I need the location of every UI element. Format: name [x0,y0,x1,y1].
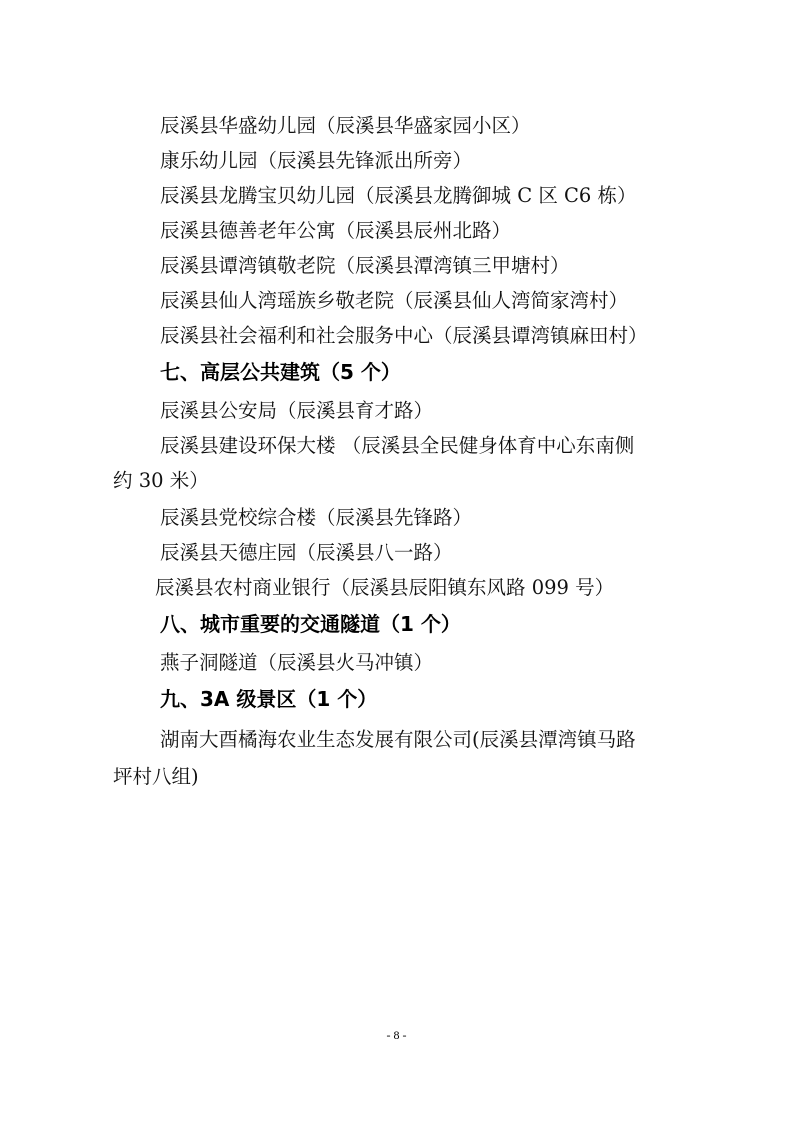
section-heading: 七、高层公共建筑（5 个） [160,360,401,384]
list-item: 康乐幼儿园（辰溪县先锋派出所旁） [160,149,473,172]
list-item: 湖南大酉橘海农业生态发展有限公司(辰溪县潭湾镇马路 [160,728,636,751]
list-item: 辰溪县仙人湾瑶族乡敬老院（辰溪县仙人湾简家湾村） [160,289,629,312]
list-item: 辰溪县社会福利和社会服务中心（辰溪县谭湾镇麻田村） [160,324,648,347]
list-item: 辰溪县公安局（辰溪县育才路） [160,399,434,422]
list-item: 辰溪县谭湾镇敬老院（辰溪县潭湾镇三甲塘村） [160,254,570,277]
section-heading: 八、城市重要的交通隧道（1 个） [160,612,461,636]
list-item: 辰溪县建设环保大楼 （辰溪县全民健身体育中心东南侧 [160,434,635,457]
list-item: 辰溪县华盛幼儿园（辰溪县华盛家园小区） [160,114,531,137]
page-number: - 8 - [386,1028,407,1042]
list-item: 辰溪县党校综合楼（辰溪县先锋路） [160,506,473,529]
section-heading: 九、3A 级景区（1 个） [160,687,378,711]
list-item: 辰溪县龙腾宝贝幼儿园（辰溪县龙腾御城 C 区 C6 栋） [160,184,637,207]
list-item-continuation: 约 30 米） [113,469,209,492]
list-item-continuation: 坪村八组) [113,765,199,788]
list-item: 辰溪县农村商业银行（辰溪县辰阳镇东风路 099 号） [155,576,615,599]
list-item: 燕子洞隧道（辰溪县火马冲镇） [160,651,434,674]
list-item: 辰溪县天德庄园（辰溪县八一路） [160,541,453,564]
list-item: 辰溪县德善老年公寓（辰溪县辰州北路） [160,219,512,242]
